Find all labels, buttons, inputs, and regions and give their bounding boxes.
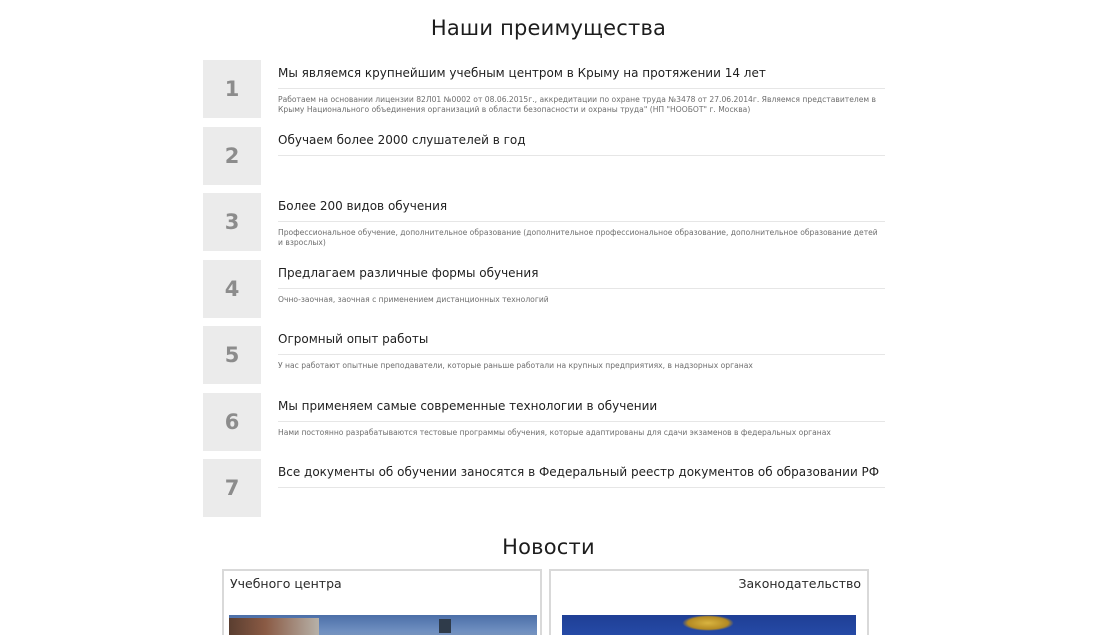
advantage-heading: Мы являемся крупнейшим учебным центром в Крыму на протяжении 14 лет (278, 60, 885, 89)
news-card-legislation[interactable] (549, 569, 869, 635)
news-card-center[interactable] (222, 569, 542, 635)
advantage-number: 7 (203, 459, 261, 517)
news-card-label[interactable]: Законодательство (738, 576, 861, 591)
advantage-body (278, 393, 885, 438)
news-cards (222, 569, 869, 635)
advantage-heading: Огромный опыт работы (278, 326, 885, 355)
advantage-description: Очно-заочная, заочная с применением дистанционных технологий (278, 294, 549, 304)
emblem-icon (682, 615, 734, 631)
news-card-image[interactable] (562, 615, 856, 635)
advantage-description: У нас работают опытные преподаватели, которые раньше работали на крупных предприятиях, в надзорных органах (278, 361, 753, 370)
advantage-heading: Обучаем более 2000 слушателей в год (278, 127, 885, 156)
advantage-item (203, 459, 885, 517)
advantage-description: Профессиональное обучение, дополнительное образование (дополнительное профессиональное образование, дополнительное образование детей и взрослых) (278, 228, 878, 247)
advantage-item (203, 193, 885, 251)
advantage-heading: Предлагаем различные формы обучения (278, 260, 885, 289)
advantage-item (203, 127, 885, 185)
advantage-item (203, 393, 885, 451)
advantage-body (278, 260, 885, 305)
news-card-label[interactable]: Учебного центра (230, 576, 342, 591)
news-card-image[interactable] (229, 615, 537, 635)
advantage-number: 2 (203, 127, 261, 185)
advantage-description (278, 488, 885, 494)
advantage-number: 3 (203, 193, 261, 251)
advantage-number: 4 (203, 260, 261, 318)
advantage-description (278, 156, 885, 162)
advantage-heading: Более 200 видов обучения (278, 193, 885, 222)
advantage-body (278, 326, 885, 371)
advantage-description: Работаем на основании лицензии 82Л01 №0002 от 08.06.2015г., аккредитации по охране труда №3478 от 27.06.2014г. Являемся представителем в Крыму Национального объединения организаций в области безопасности и охраны труда" (НП "НООБОТ" г. Москва) (278, 95, 877, 114)
advantages-list (203, 60, 885, 526)
news-title: Новости (502, 535, 595, 559)
advantage-heading: Все документы об обучении заносятся в Федеральный реестр документов об образовании РФ (278, 459, 885, 488)
advantage-item (203, 260, 885, 318)
advantage-body (278, 60, 885, 114)
advantage-body (278, 193, 885, 247)
advantage-number: 6 (203, 393, 261, 451)
advantage-number: 1 (203, 60, 261, 118)
advantage-description: Нами постоянно разрабатываются тестовые программы обучения, которые адаптированы для сдачи экзаменов в федеральных органах (278, 427, 831, 437)
advantages-title: Наши преимущества (430, 16, 667, 40)
advantage-body (278, 459, 885, 494)
advantage-item (203, 60, 885, 118)
advantage-item (203, 326, 885, 384)
advantage-body (278, 127, 885, 162)
advantage-heading: Мы применяем самые современные технологии в обучении (278, 393, 885, 422)
advantage-number: 5 (203, 326, 261, 384)
